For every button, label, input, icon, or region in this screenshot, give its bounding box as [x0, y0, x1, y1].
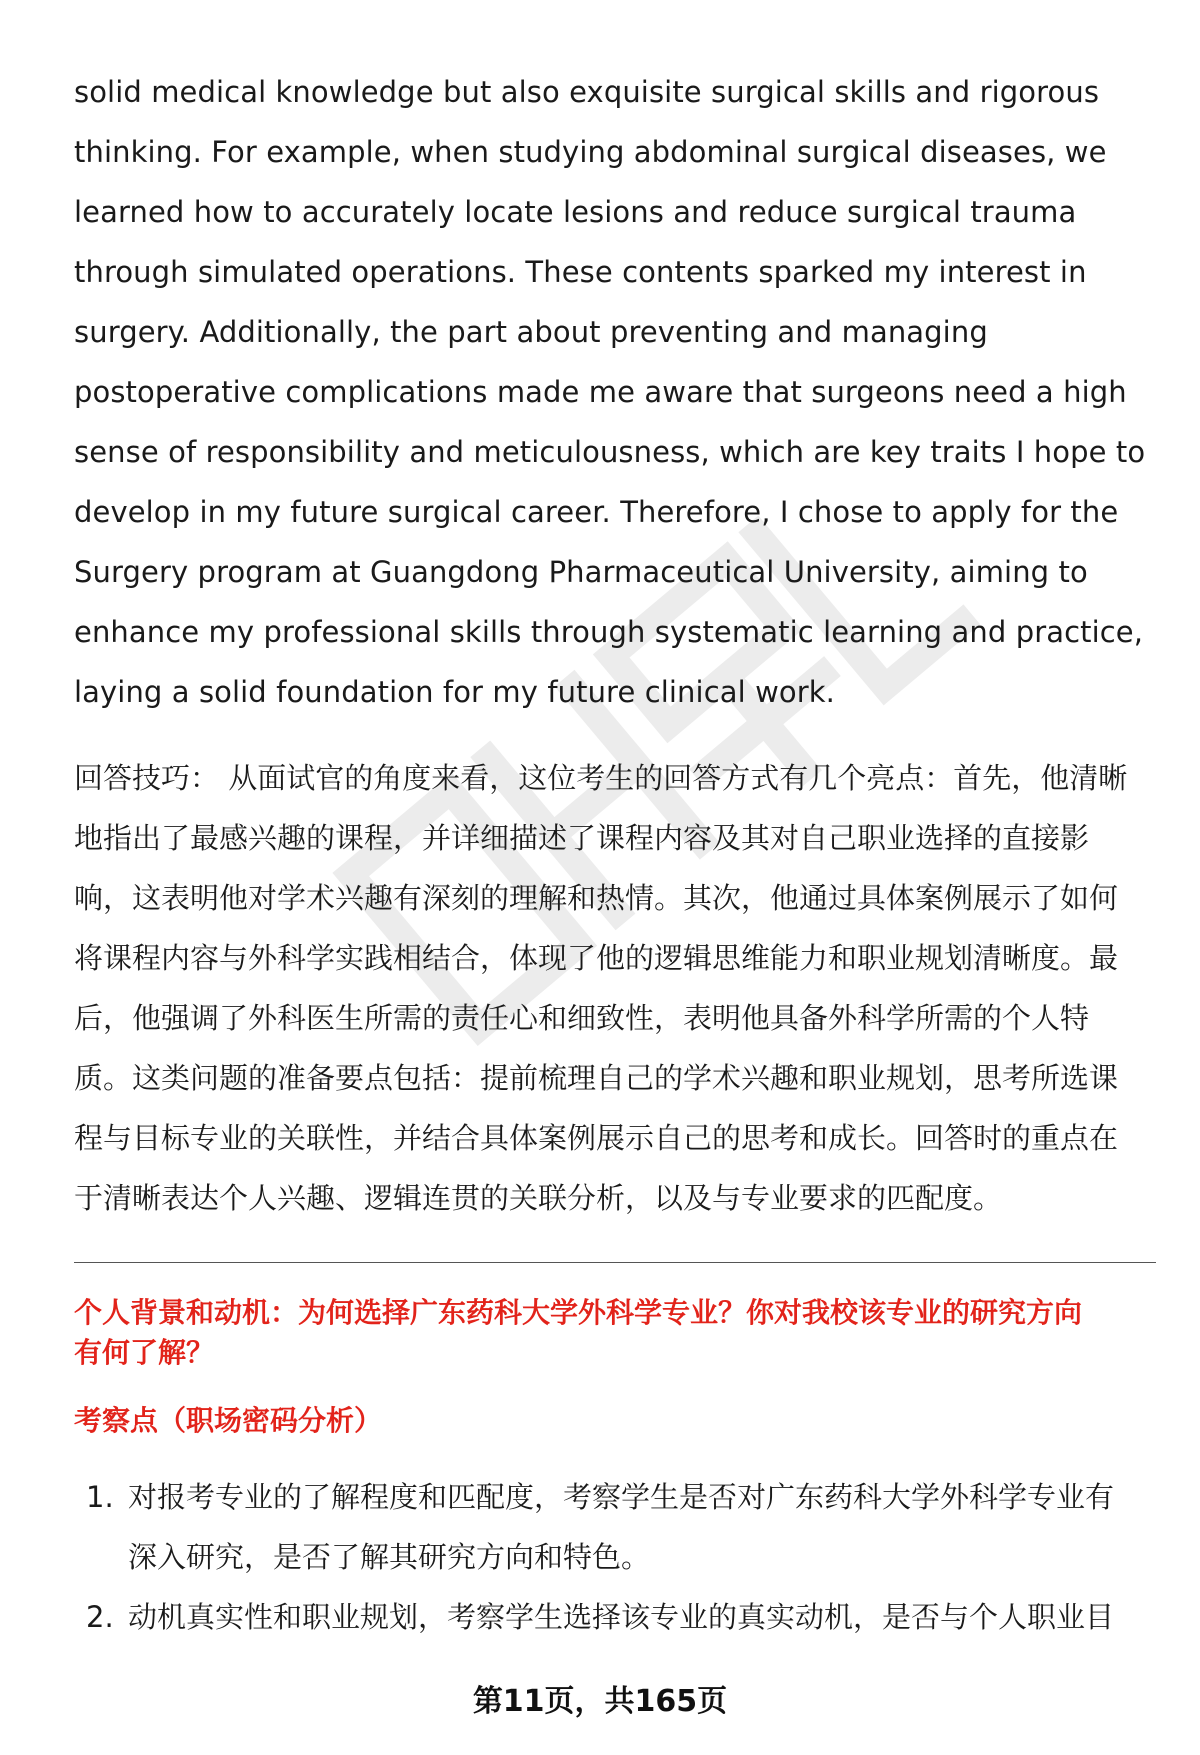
answer-line: thinking. For example, when studying abdominal surgical diseases, we: [74, 135, 1107, 169]
tip-line: 响，这表明他对学术兴趣有深刻的理解和热情。其次，他通过具体案例展示了如何: [74, 881, 1119, 915]
tip-line: 后，他强调了外科医生所需的责任心和细致性，表明他具备外科学所需的个人特: [74, 1001, 1090, 1035]
question-line: 个人背景和动机：为何选择广东药科大学外科学专业？你对我校该专业的研究方向: [74, 1296, 1083, 1329]
answer-line: Surgery program at Guangdong Pharmaceutical University, aiming to: [74, 555, 1088, 589]
page-number-footer: 第11页，共165页: [472, 1684, 728, 1719]
assessment-points-list: [74, 1467, 1154, 1647]
list-item-line: 对报考专业的了解程度和匹配度，考察学生是否对广东药科大学外科学专业有: [128, 1480, 1115, 1514]
answer-line: develop in my future surgical career. Therefore, I chose to apply for the: [74, 495, 1119, 529]
tip-line: 于清晰表达个人兴趣、逻辑连贯的关联分析，以及与专业要求的匹配度。: [74, 1181, 1003, 1215]
answer-line: sense of responsibility and meticulousness, which are key traits I hope to: [74, 435, 1146, 469]
answer-line: surgery. Additionally, the part about preventing and managing: [74, 315, 988, 349]
answer-line: through simulated operations. These contents sparked my interest in: [74, 255, 1087, 289]
question-line: 有何了解？: [74, 1336, 215, 1369]
answer-line: laying a solid foundation for my future clinical work.: [74, 675, 835, 709]
tip-line: 回答技巧： 从面试官的角度来看，这位考生的回答方式有几个亮点：首先，他清晰: [74, 761, 1128, 795]
list-item: [74, 1587, 1154, 1647]
tip-line: 程与目标专业的关联性，并结合具体案例展示自己的思考和成长。回答时的重点在: [74, 1121, 1119, 1155]
tip-line: 将课程内容与外科学实践相结合，体现了他的逻辑思维能力和职业规划清晰度。最: [74, 941, 1119, 975]
answer-line: enhance my professional skills through systematic learning and practice,: [74, 615, 1144, 649]
list-item-number: 1.: [86, 1480, 114, 1514]
section-divider: [74, 1262, 1156, 1263]
answer-line: solid medical knowledge but also exquisite surgical skills and rigorous: [74, 75, 1100, 109]
answer-line: postoperative complications made me aware that surgeons need a high: [74, 375, 1127, 409]
question-heading: [74, 1293, 1154, 1373]
list-item-line: 深入研究，是否了解其研究方向和特色。: [128, 1540, 651, 1574]
content-area: [74, 62, 1154, 1647]
answer-tip-paragraph: [74, 748, 1154, 1228]
answer-paragraph: [74, 62, 1154, 722]
list-item-number: 2.: [86, 1600, 114, 1634]
answer-line: learned how to accurately locate lesions and reduce surgical trauma: [74, 195, 1077, 229]
tip-line: 质。这类问题的准备要点包括：提前梳理自己的学术兴趣和职业规划，思考所选课: [74, 1061, 1119, 1095]
tip-line: 地指出了最感兴趣的课程，并详细描述了课程内容及其对自己职业选择的直接影: [74, 821, 1090, 855]
assessment-points-title: 考察点（职场密码分析）: [74, 1404, 383, 1437]
list-item: [74, 1467, 1154, 1587]
list-item-line: 动机真实性和职业规划，考察学生选择该专业的真实动机，是否与个人职业目: [128, 1600, 1115, 1634]
